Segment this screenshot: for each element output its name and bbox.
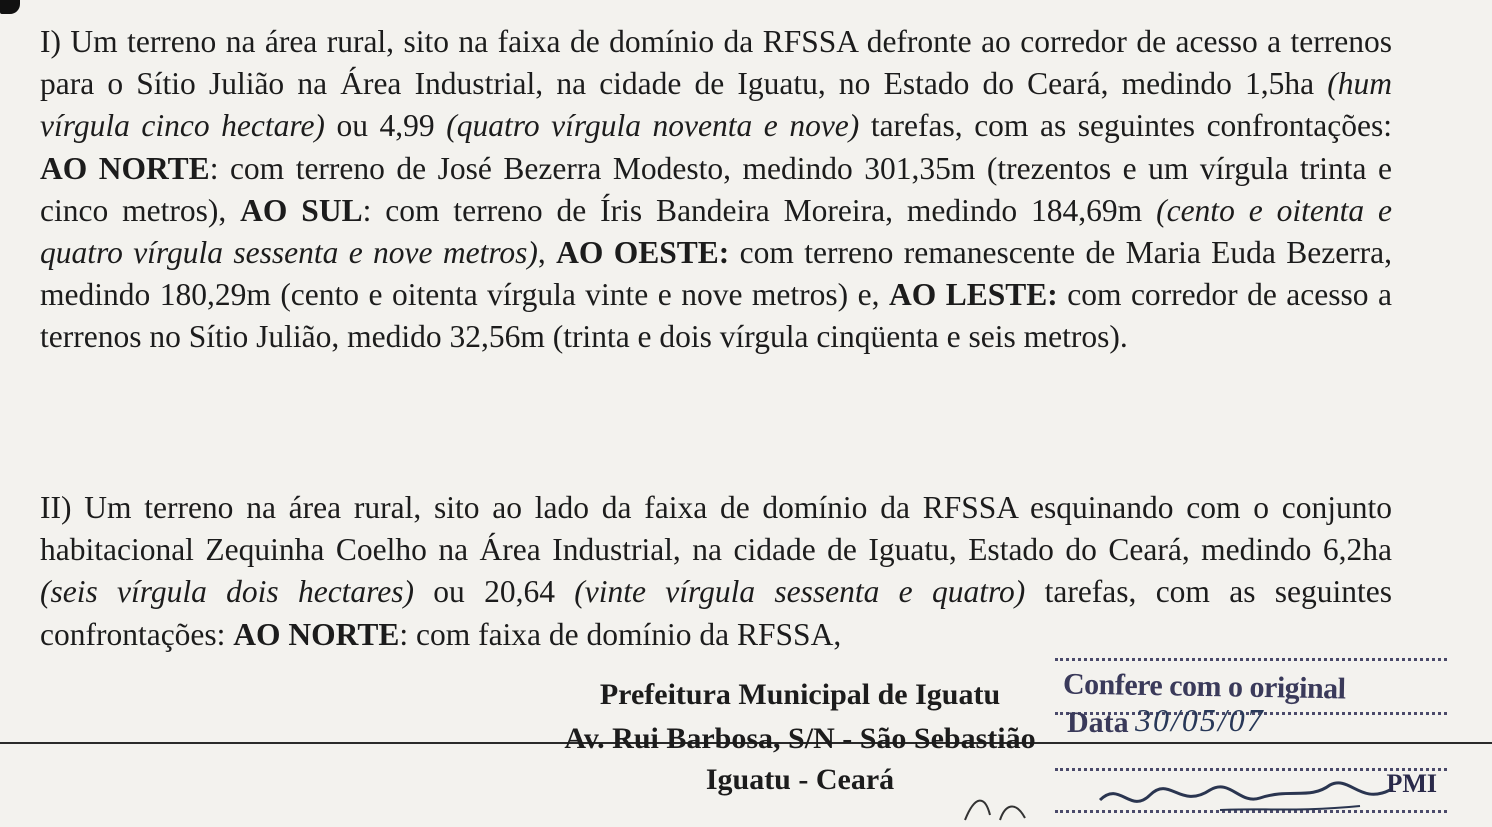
text-span: , <box>537 235 557 271</box>
text-span: com terreno remanescente de Maria Euda Bezerra, medindo 180,29m (cento e oitenta vírgula vinte e nove metros) e, <box>40 235 1393 313</box>
text-bold: AO NORTE <box>40 150 210 186</box>
text-bold: AO OESTE: <box>556 235 730 271</box>
text-italic: (cento e oitenta e quatro vírgula sessenta e nove metros) <box>40 192 1393 271</box>
paragraph-item-2 <box>40 487 1392 656</box>
text-span: tarefas, com as seguintes confrontações: <box>859 108 1392 144</box>
footer-city: Iguatu - Ceará <box>705 763 895 796</box>
pen-mark <box>960 790 1040 827</box>
stamp-dotted-line <box>1055 658 1447 661</box>
handwritten-signature <box>1060 760 1440 827</box>
text-italic: (seis vírgula dois hectares) <box>40 574 414 610</box>
text-span: ou 20,64 <box>414 574 575 610</box>
text-span: I) Um terreno na área rural, sito na faixa de domínio da RFSSA defronte ao corredor de acesso a terrenos para o Sítio Julião na Área Industrial, na cidade de Iguatu, no Estado do Ceará, medindo 1,5ha <box>40 24 1392 102</box>
text-span: : com faixa de domínio da RFSSA, <box>399 616 842 652</box>
stamp-date-label: Data <box>1067 706 1129 739</box>
text-italic: (hum vírgula cinco hectare) <box>40 66 1392 144</box>
footer-address: Av. Rui Barbosa, S/N - São Sebastião <box>564 722 1036 755</box>
text-span: tarefas, com as seguintes confrontações: <box>40 574 1392 652</box>
footer-org-name: Prefeitura Municipal de Iguatu <box>599 678 1001 711</box>
stamp-date: 30/05/07 <box>1135 702 1265 738</box>
stamp-code: PMI <box>1386 769 1437 798</box>
text-italic: (vinte vírgula sessenta e quatro) <box>574 574 1026 610</box>
text-span: : com terreno de Íris Bandeira Moreira, medindo 184,69m <box>362 192 1157 228</box>
text-bold: AO LESTE: <box>888 277 1058 313</box>
stamp-title: Confere com o original <box>1062 667 1346 706</box>
text-bold: AO SUL <box>240 192 363 228</box>
text-bold: AO NORTE <box>233 616 400 652</box>
text-italic: (quatro vírgula noventa e nove) <box>446 108 860 144</box>
ink-blot <box>0 0 20 14</box>
text-span: com corredor de acesso a terrenos no Sítio Julião, medido 32,56m (trinta e dois vírgula cinqüenta e seis metros). <box>40 277 1392 355</box>
text-span: II) Um terreno na área rural, sito ao lado da faixa de domínio da RFSSA esquinando com o conjunto habitacional Zequinha Coelho na Área Industrial, na cidade de Iguatu, Estado do Ceará, medindo 6,2ha <box>40 490 1392 568</box>
text-span: ou 4,99 <box>324 108 447 144</box>
paragraph-item-1 <box>40 21 1392 359</box>
text-span: : com terreno de José Bezerra Modesto, medindo 301,35m (trezentos e um vírgula trinta e cinco metros), <box>40 150 1392 228</box>
